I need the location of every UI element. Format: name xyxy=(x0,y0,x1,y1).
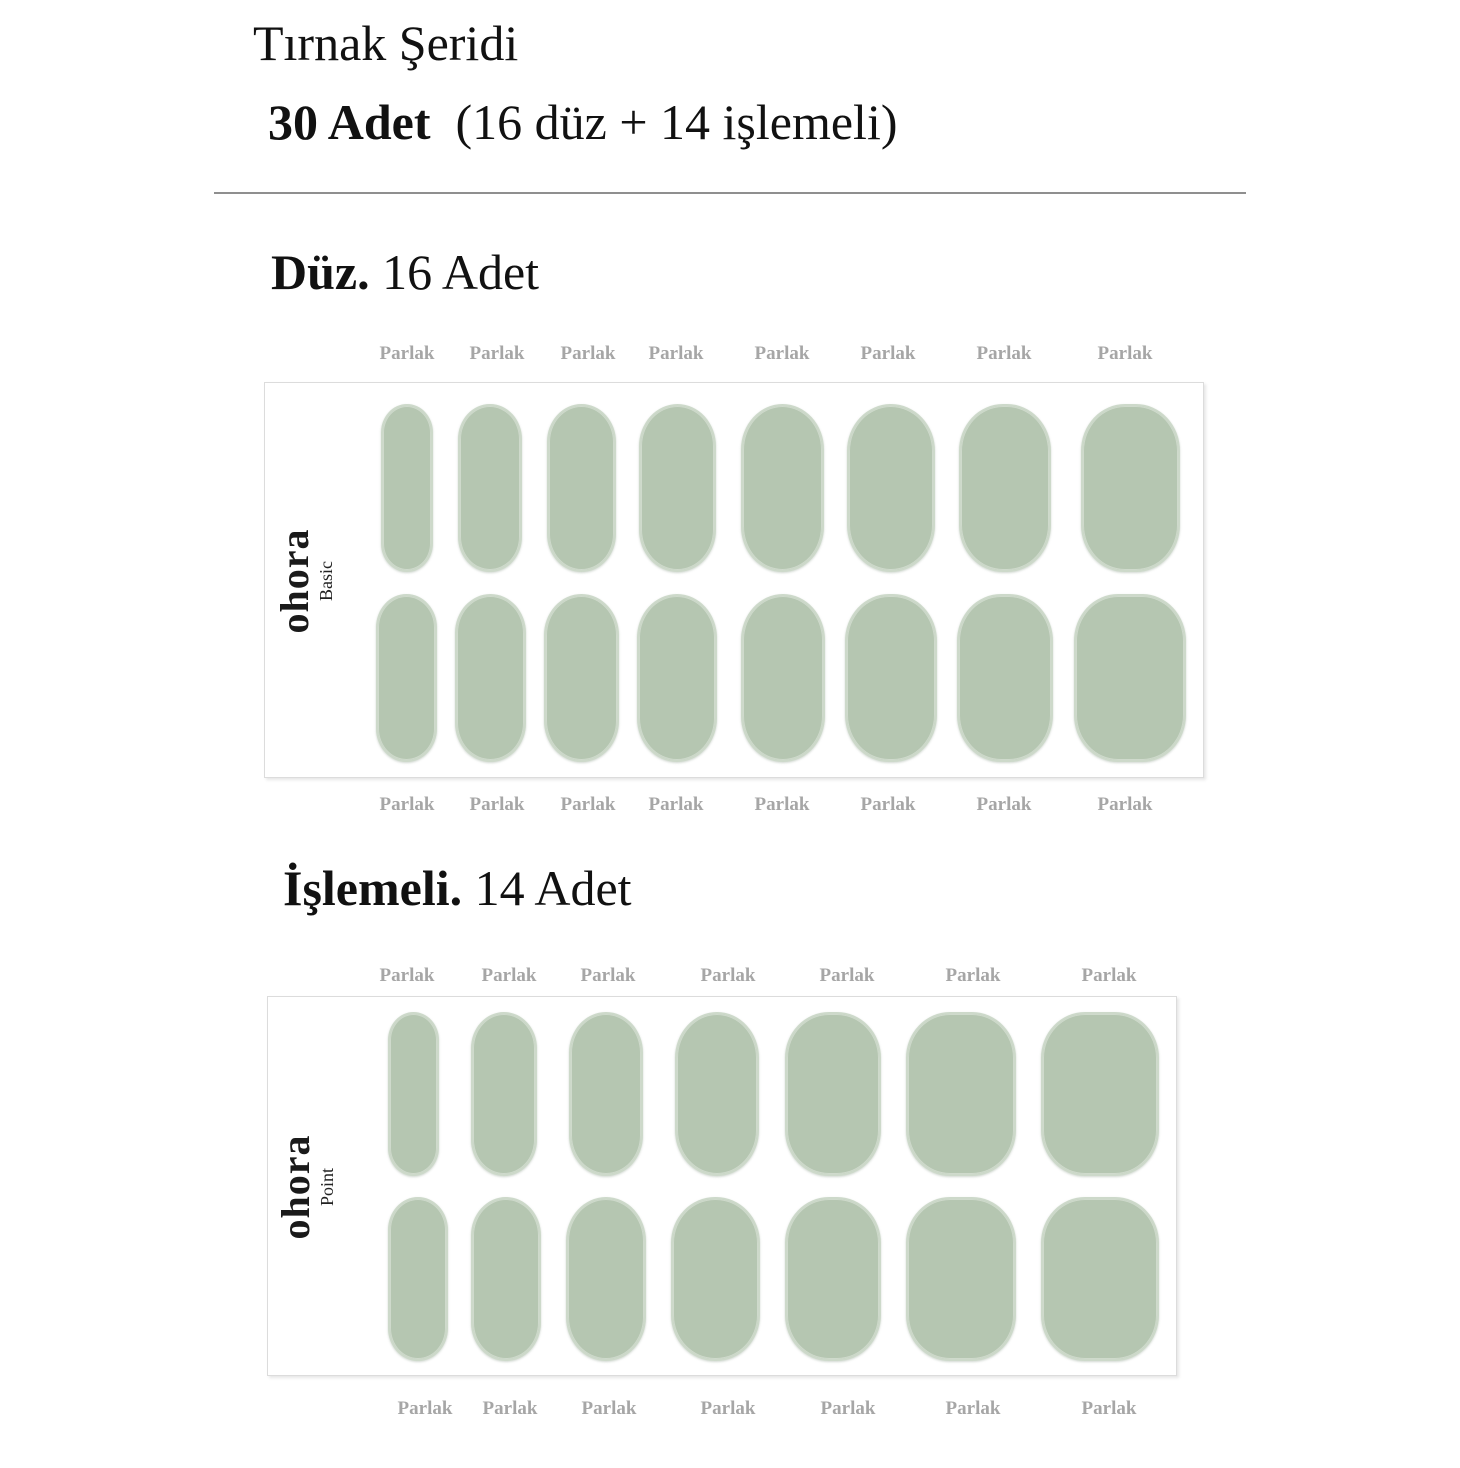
design-nail-sheet xyxy=(267,996,1177,1376)
brand-sub: Basic xyxy=(316,561,336,601)
design-nail-strip xyxy=(471,1012,537,1176)
design-bottom-label: Parlak xyxy=(1081,1398,1137,1419)
design-bottom-label: Parlak xyxy=(945,1398,1001,1419)
plain-top-label: Parlak xyxy=(469,343,525,364)
page-title: Tırnak Şeridi xyxy=(253,15,519,71)
plain-top-label: Parlak xyxy=(860,343,916,364)
design-section-heading xyxy=(283,859,632,917)
design-bottom-label: Parlak xyxy=(397,1398,453,1419)
plain-top-label: Parlak xyxy=(379,343,435,364)
plain-nail-strip xyxy=(845,594,937,762)
plain-brand xyxy=(272,521,351,641)
design-nail-strip xyxy=(675,1012,759,1176)
plain-top-label: Parlak xyxy=(754,343,810,364)
design-bottom-label: Parlak xyxy=(482,1398,538,1419)
design-top-label: Parlak xyxy=(1081,965,1137,986)
plain-bottom-label: Parlak xyxy=(860,794,916,815)
design-top-label: Parlak xyxy=(580,965,636,986)
design-bottom-label: Parlak xyxy=(820,1398,876,1419)
design-top-label: Parlak xyxy=(700,965,756,986)
divider xyxy=(214,192,1246,194)
plain-bottom-label: Parlak xyxy=(648,794,704,815)
design-nail-strip xyxy=(1041,1012,1159,1176)
plain-nail-strip xyxy=(547,404,616,572)
plain-nail-strip xyxy=(957,594,1053,762)
brand-sub: Point xyxy=(317,1168,337,1207)
design-top-label: Parlak xyxy=(379,965,435,986)
plain-nail-strip xyxy=(847,404,935,572)
plain-nail-strip xyxy=(1074,594,1186,762)
plain-top-label: Parlak xyxy=(648,343,704,364)
design-nail-strip xyxy=(906,1012,1016,1176)
design-nail-strip xyxy=(785,1012,881,1176)
design-top-label: Parlak xyxy=(945,965,1001,986)
design-bottom-label: Parlak xyxy=(700,1398,756,1419)
plain-nail-sheet xyxy=(264,382,1204,778)
design-bottom-label: Parlak xyxy=(581,1398,637,1419)
plain-nail-strip xyxy=(458,404,522,572)
plain-nail-strip xyxy=(1081,404,1180,572)
brand-logo: ohora xyxy=(273,1134,318,1240)
design-nail-strip xyxy=(566,1197,646,1361)
design-nail-strip xyxy=(671,1197,760,1361)
plain-nail-strip xyxy=(637,594,717,762)
design-nail-strip xyxy=(1041,1197,1159,1361)
design-nail-strip xyxy=(906,1197,1016,1361)
plain-top-label: Parlak xyxy=(976,343,1032,364)
plain-bottom-label: Parlak xyxy=(754,794,810,815)
plain-bottom-label: Parlak xyxy=(379,794,435,815)
design-brand xyxy=(273,1127,352,1247)
design-nail-strip xyxy=(569,1012,643,1176)
total-count xyxy=(268,93,898,151)
design-nail-strip xyxy=(785,1197,881,1361)
plain-top-label: Parlak xyxy=(560,343,616,364)
design-heading-count: 14 Adet xyxy=(474,860,632,916)
plain-nail-strip xyxy=(376,594,437,762)
plain-heading-count: 16 Adet xyxy=(382,244,540,300)
plain-nail-strip xyxy=(455,594,526,762)
design-heading-bold: İşlemeli. xyxy=(283,860,463,916)
brand-logo: ohora xyxy=(272,528,317,634)
design-nail-strip xyxy=(471,1197,541,1361)
plain-nail-strip xyxy=(959,404,1051,572)
plain-bottom-label: Parlak xyxy=(1097,794,1153,815)
plain-nail-strip xyxy=(741,594,825,762)
plain-nail-strip xyxy=(544,594,619,762)
plain-top-label: Parlak xyxy=(1097,343,1153,364)
plain-bottom-label: Parlak xyxy=(560,794,616,815)
plain-bottom-label: Parlak xyxy=(976,794,1032,815)
plain-nail-strip xyxy=(381,404,433,572)
design-top-label: Parlak xyxy=(481,965,537,986)
plain-bottom-label: Parlak xyxy=(469,794,525,815)
design-top-label: Parlak xyxy=(819,965,875,986)
total-count-bold: 30 Adet xyxy=(268,94,431,150)
design-nail-strip xyxy=(388,1197,448,1361)
plain-heading-bold: Düz. xyxy=(271,244,370,300)
total-count-detail: (16 düz + 14 işlemeli) xyxy=(455,94,898,150)
plain-nail-strip xyxy=(741,404,824,572)
plain-section-heading xyxy=(271,243,539,301)
design-nail-strip xyxy=(388,1012,439,1176)
plain-nail-strip xyxy=(639,404,716,572)
